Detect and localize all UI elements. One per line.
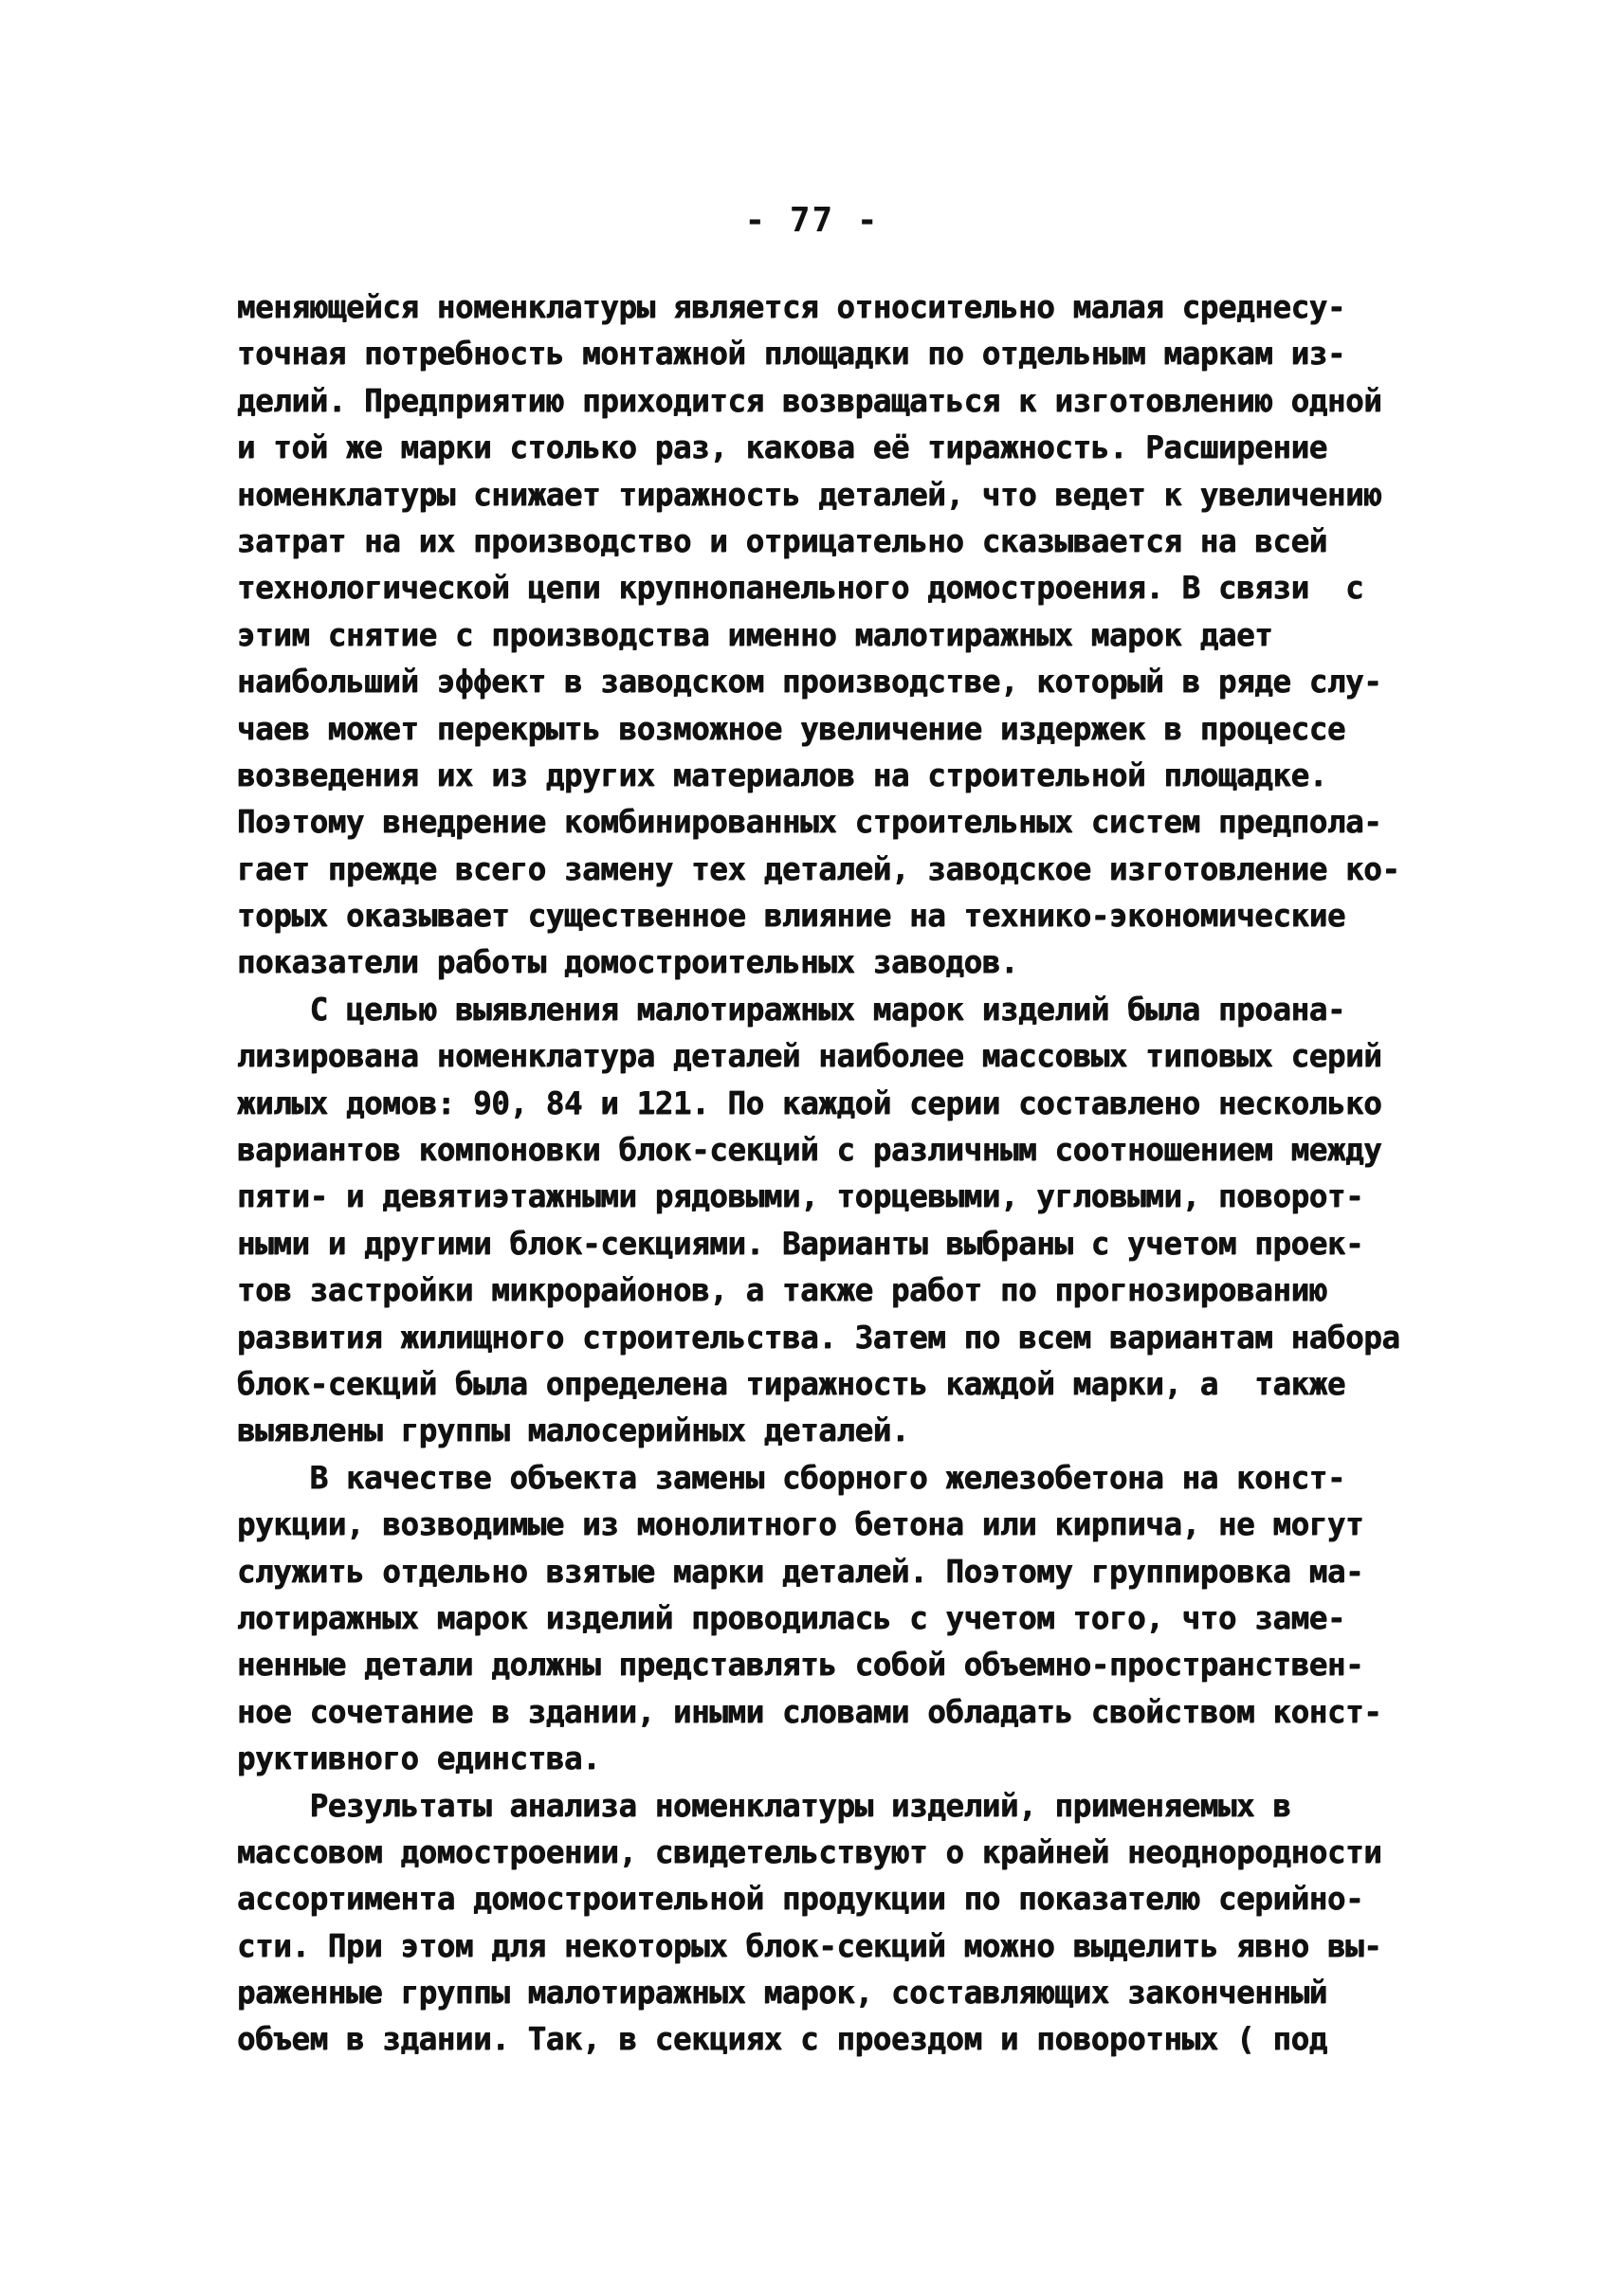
text-line: гает прежде всего замену тех деталей, заводское изготовление ко- xyxy=(237,850,1400,887)
text-line: Результаты анализа номенклатуры изделий, применяемых в xyxy=(237,1787,1291,1824)
text-line: лизирована номенклатура деталей наиболее массовых типовых серий xyxy=(237,1038,1382,1075)
text-line: С целью выявления малотиражных марок изделий была проана- xyxy=(237,991,1346,1028)
text-line: ное сочетание в здании, иными словами обладать свойством конст- xyxy=(237,1693,1382,1730)
text-line: массовом домостроении, свидетельствуют о крайней неоднородности xyxy=(237,1833,1382,1870)
text-line: номенклатуры снижает тиражность деталей, что ведет к увеличению xyxy=(237,476,1382,513)
text-line: ными и другими блок-секциями. Варианты выбраны с учетом проек- xyxy=(237,1225,1364,1262)
text-line: наибольший эффект в заводском производстве, который в ряде слу- xyxy=(237,664,1382,701)
text-line: тов застройки микрорайонов, а также работ по прогнозированию xyxy=(237,1272,1327,1309)
text-line: чаев может перекрыть возможное увеличение издержек в процессе xyxy=(237,710,1346,747)
text-line: объем в здании. Так, в секциях с проездом и поворотных ( под xyxy=(237,2021,1327,2058)
text-line: блок-секций была определена тиражность каждой марки, а также xyxy=(237,1365,1346,1402)
text-line: В качестве объекта замены сборного железобетона на конст- xyxy=(237,1459,1346,1496)
text-line: пяти- и девятиэтажными рядовыми, торцевыми, угловыми, поворот- xyxy=(237,1178,1364,1215)
text-line: Поэтому внедрение комбинированных строительных систем предпола- xyxy=(237,804,1382,841)
text-line: сти. При этом для некоторых блок-секций можно выделить явно вы- xyxy=(237,1927,1382,1964)
text-line: руктивного единства. xyxy=(237,1740,601,1777)
text-line: рукции, возводимые из монолитного бетона или кирпича, не могут xyxy=(237,1506,1364,1543)
text-line: меняющейся номенклатуры является относительно малая среднесу- xyxy=(237,289,1346,325)
text-line: лотиражных марок изделий проводилась с учетом того, что заме- xyxy=(237,1599,1346,1636)
body-text xyxy=(237,284,1413,2064)
text-line: этим снятие с производства именно малотиражных марок дает xyxy=(237,616,1273,653)
text-line: раженные группы малотиражных марок, составляющих законченный xyxy=(237,1975,1327,2012)
text-line: точная потребность монтажной площадки по отдельным маркам из- xyxy=(237,336,1346,373)
text-line: затрат на их производство и отрицательно сказывается на всей xyxy=(237,522,1327,559)
text-line: вариантов компоновки блок-секций с различным соотношением между xyxy=(237,1132,1382,1169)
page-number: - 77 - xyxy=(744,201,880,240)
text-line: развития жилищного строительства. Затем по всем вариантам набора xyxy=(237,1319,1400,1356)
text-line: выявлены группы малосерийных деталей. xyxy=(237,1412,910,1449)
text-line: ненные детали должны представлять собой объемно-пространствен- xyxy=(237,1647,1364,1684)
text-line: служить отдельно взятые марки деталей. Поэтому группировка ма- xyxy=(237,1553,1364,1590)
text-line: показатели работы домостроительных заводов. xyxy=(237,944,1019,981)
text-line: торых оказывает существенное влияние на технико-экономические xyxy=(237,898,1346,935)
text-line: жилых домов: 90, 84 и 121. По каждой серии составлено несколько xyxy=(237,1084,1382,1121)
text-line: и той же марки столько раз, какова её тиражность. Расширение xyxy=(237,429,1327,466)
text-line: возведения их из других материалов на строительной площадке. xyxy=(237,756,1327,793)
text-line: делий. Предприятию приходится возвращаться к изготовлению одной xyxy=(237,382,1382,419)
text-line: технологической цепи крупнопанельного домостроения. В связи с xyxy=(237,570,1364,607)
text-line: ассортимента домостроительной продукции по показателю серийно- xyxy=(237,1881,1364,1918)
